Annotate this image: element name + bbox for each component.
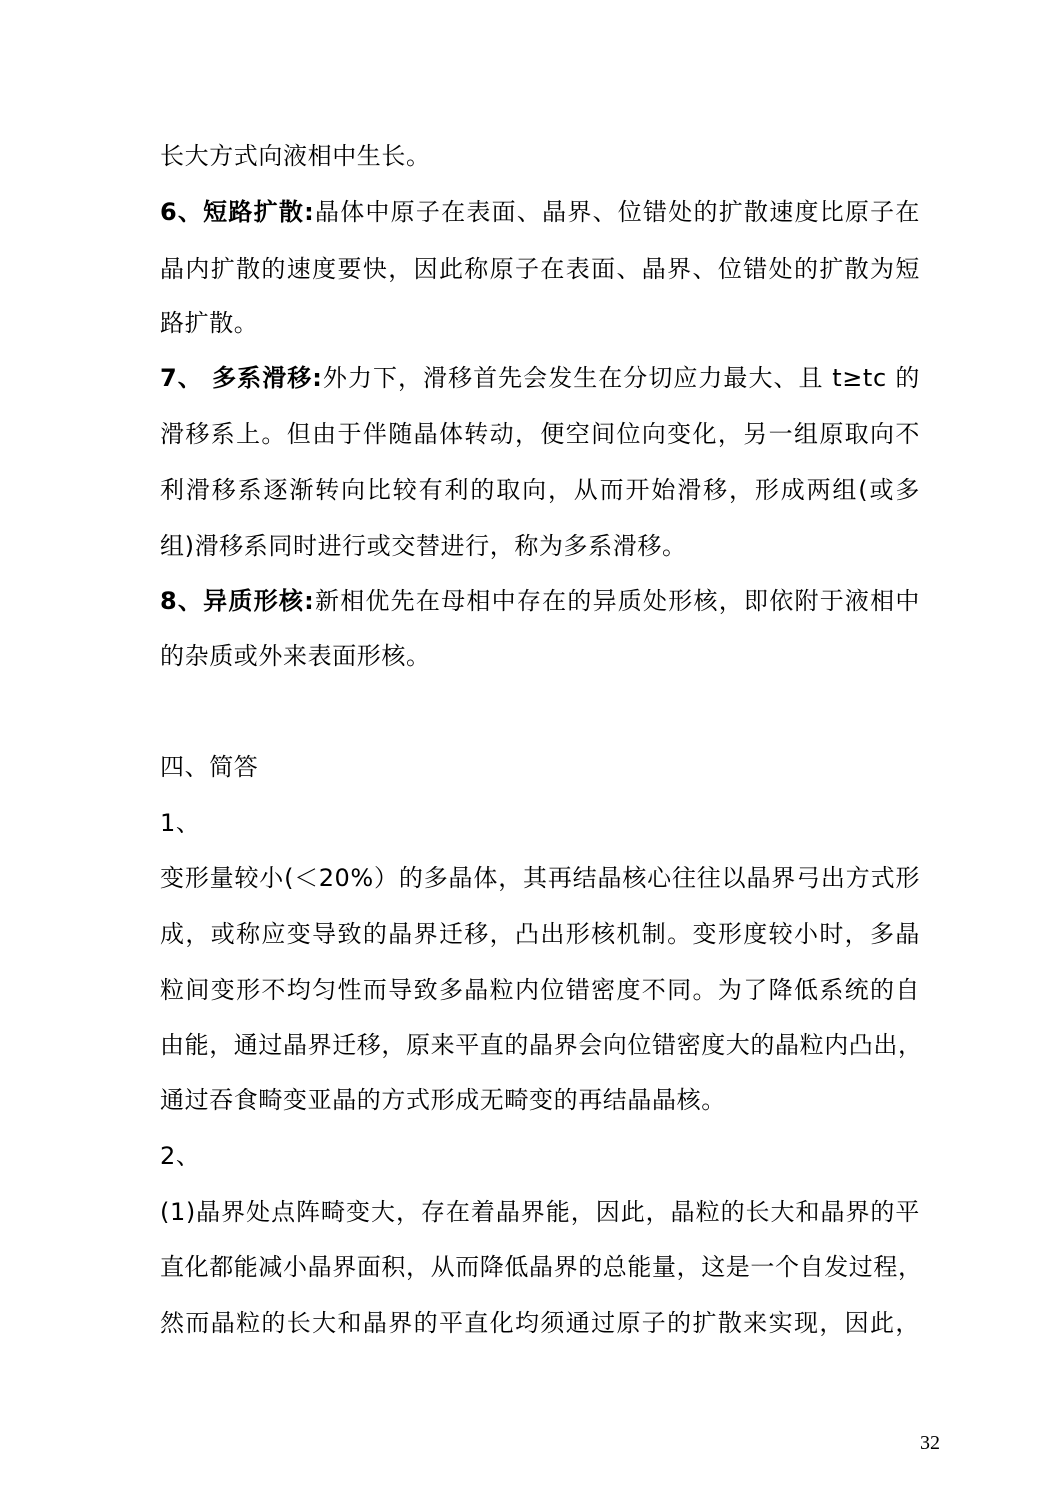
line-text: 外力下，滑移首先会发生在分切应力最大、且 t≥tc 的 <box>322 364 920 392</box>
page-number: 32 <box>920 1432 940 1454</box>
text-line <box>160 974 920 1006</box>
text-line <box>160 640 920 672</box>
section-heading <box>160 751 920 783</box>
item-number <box>160 807 920 839</box>
text-line <box>160 1029 923 1061</box>
line-text: 的杂质或外来表面形核。 <box>160 642 431 670</box>
text-line <box>160 1084 920 1116</box>
line-text: 通过吞食畸变亚晶的方式形成无畸变的再结晶晶核。 <box>160 1086 726 1114</box>
line-text: 然而晶粒的长大和晶界的平直化均须通过原子的扩散来实现，因此， <box>160 1309 920 1337</box>
text-line <box>160 307 920 339</box>
line-text: 晶内扩散的速度要快，因此称原子在表面、晶界、位错处的扩散为短 <box>160 255 920 283</box>
line-text: 由能，通过晶界迁移，原来平直的晶界会向位错密度大的晶粒内凸出， <box>160 1031 923 1059</box>
text-line <box>160 1307 920 1339</box>
definition-short-circuit-diffusion <box>160 196 920 228</box>
definition-heterogeneous-nucleation <box>160 585 920 617</box>
line-text: 长大方式向液相中生长。 <box>160 142 431 170</box>
term-label: 8、异质形核: <box>160 587 315 615</box>
text-line <box>160 1251 923 1283</box>
text-line <box>160 474 920 506</box>
line-text: 滑移系上。但由于伴随晶体转动，便空间位向变化，另一组原取向不 <box>160 420 920 448</box>
line-text: 路扩散。 <box>160 309 259 337</box>
line-text: 直化都能减小晶界面积，从而降低晶界的总能量，这是一个自发过程， <box>160 1253 923 1281</box>
text-line <box>160 418 920 450</box>
line-text: (1)晶界处点阵畸变大，存在着晶界能，因此，晶粒的长大和晶界的平 <box>160 1198 920 1226</box>
line-text: 利滑移系逐渐转向比较有利的取向，从而开始滑移，形成两组(或多 <box>160 476 920 504</box>
line-text: 变形量较小(＜20%）的多晶体，其再结晶核心往往以晶界弓出方式形 <box>160 864 920 892</box>
line-text: 成，或称应变导致的晶界迁移，凸出形核机制。变形度较小时，多晶 <box>160 920 920 948</box>
answer-1-paragraph <box>160 862 920 894</box>
text-line <box>160 140 920 172</box>
line-text: 新相优先在母相中存在的异质处形核，即依附于液相中 <box>314 587 921 615</box>
heading-text: 四、简答 <box>160 753 259 781</box>
line-text: 晶体中原子在表面、晶界、位错处的扩散速度比原子在 <box>314 198 921 226</box>
text-line <box>160 530 920 562</box>
term-label: 6、短路扩散: <box>160 198 315 226</box>
line-text: 粒间变形不均匀性而导致多晶粒内位错密度不同。为了降低系统的自 <box>160 976 920 1004</box>
line-text: 2、 <box>160 1142 201 1170</box>
line-text: 1、 <box>160 809 201 837</box>
answer-2-paragraph <box>160 1196 920 1228</box>
item-number <box>160 1140 920 1172</box>
term-label: 7、 多系滑移: <box>160 364 323 392</box>
text-line <box>160 253 920 285</box>
line-text: 组)滑移系同时进行或交替进行，称为多系滑移。 <box>160 532 687 560</box>
text-line <box>160 918 920 950</box>
definition-multiple-slip <box>160 362 920 394</box>
